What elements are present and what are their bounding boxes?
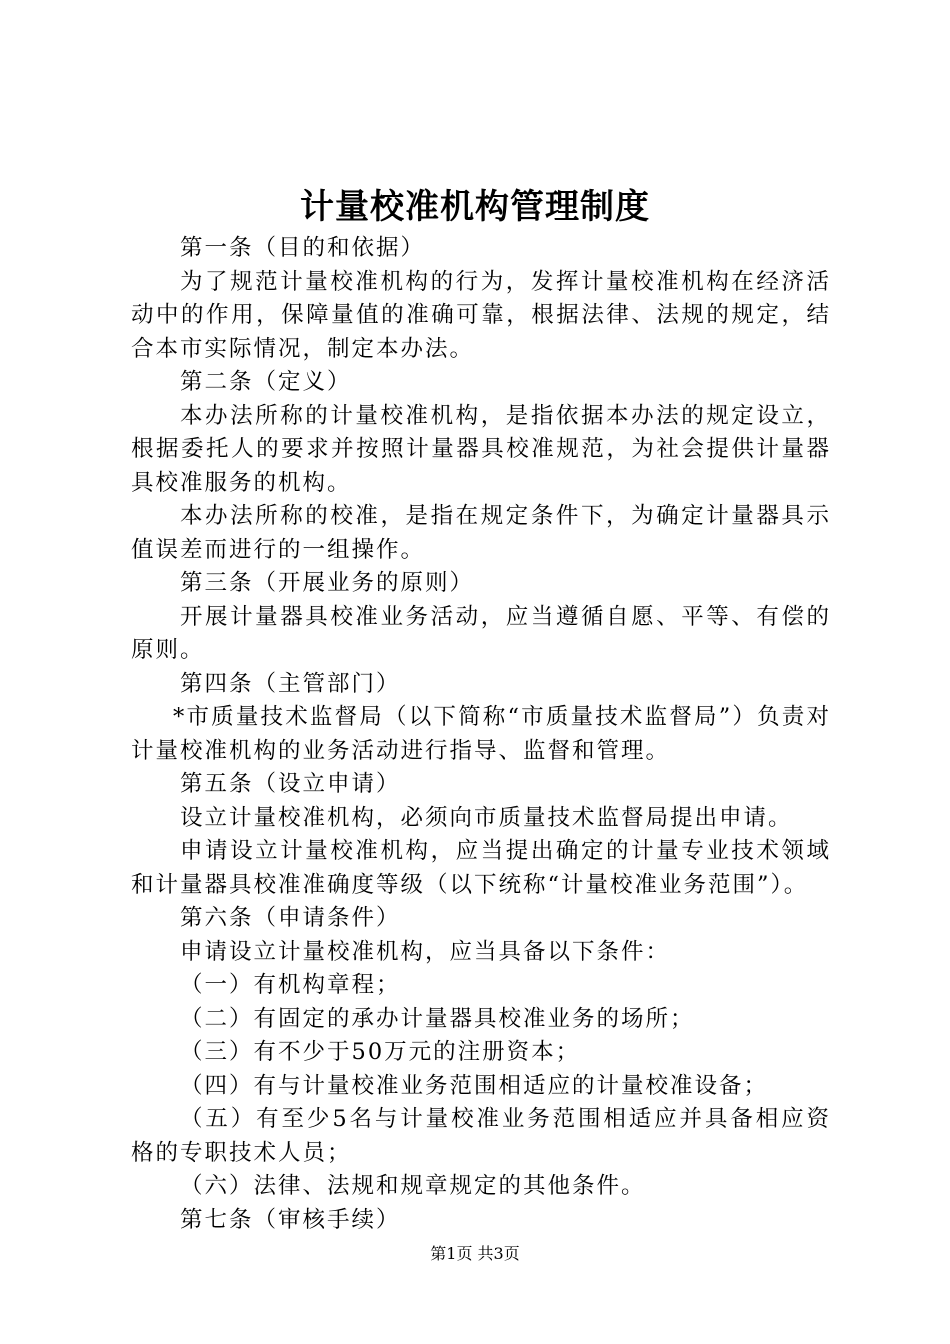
list-item: （六）法律、法规和规章规定的其他条件。 bbox=[180, 1173, 646, 1199]
article-heading: 第四条（主管部门） bbox=[180, 670, 401, 697]
paragraph: *市质量技术监督局（以下简称“市质量技术监督局”）负责对计量校准机构的业务活动进行指导、监督和管理。 bbox=[131, 704, 831, 764]
list-item: （三）有不少于50万元的注册资本； bbox=[180, 1039, 581, 1065]
paragraph: 为了规范计量校准机构的行为，发挥计量校准机构在经济活动中的作用，保障量值的准确可靠，根据法律、法规的规定，结合本市实际情况，制定本办法。 bbox=[131, 268, 831, 362]
list-item: （一）有机构章程； bbox=[180, 972, 401, 998]
paragraph: 本办法所称的校准，是指在规定条件下，为确定计量器具示值误差而进行的一组操作。 bbox=[131, 503, 831, 563]
article-heading: 第三条（开展业务的原则） bbox=[180, 570, 475, 596]
paragraph: 开展计量器具校准业务活动，应当遵循自愿、平等、有偿的原则。 bbox=[131, 603, 831, 663]
article-heading: 第二条（定义） bbox=[180, 369, 352, 395]
list-item: （五）有至少5名与计量校准业务范围相适应并具备相应资格的专职技术人员； bbox=[131, 1106, 831, 1166]
document-title: 计量校准机构管理制度 bbox=[300, 187, 650, 227]
paragraph: 申请设立计量校准机构，应当提出确定的计量专业技术领域和计量器具校准准确度等级（以下统称“计量校准业务范围”）。 bbox=[131, 838, 831, 898]
article-heading: 第六条（申请条件） bbox=[180, 905, 401, 931]
paragraph: 设立计量校准机构，必须向市质量技术监督局提出申请。 bbox=[180, 804, 793, 831]
article-heading: 第五条（设立申请） bbox=[180, 771, 401, 797]
article-heading: 第一条（目的和依据） bbox=[180, 235, 426, 261]
list-item: （二）有固定的承办计量器具校准业务的场所； bbox=[180, 1005, 695, 1032]
paragraph: 申请设立计量校准机构，应当具备以下条件： bbox=[180, 938, 671, 965]
page-footer: 第1页 共3页 bbox=[430, 1244, 520, 1263]
document-body bbox=[131, 232, 831, 1237]
list-item: （四）有与计量校准业务范围相适应的计量校准设备； bbox=[180, 1072, 769, 1099]
paragraph: 本办法所称的计量校准机构，是指依据本办法的规定设立，根据委托人的要求并按照计量器具校准规范，为社会提供计量器具校准服务的机构。 bbox=[131, 402, 831, 496]
article-heading: 第七条（审核手续） bbox=[180, 1206, 401, 1233]
